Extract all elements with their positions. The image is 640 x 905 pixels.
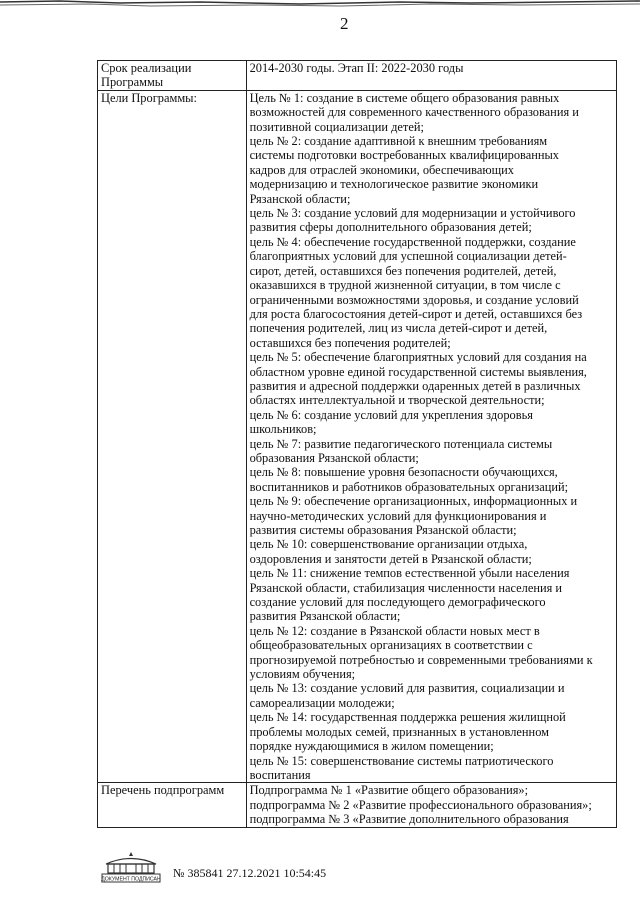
goal-line: цель № 8: повышение уровня безопасности обучающихся, — [249, 465, 558, 480]
goal-line: возможностей для современного качественного образования и — [249, 105, 579, 120]
goal-line: оздоровления и занятости детей в Рязанской области; — [249, 551, 532, 566]
value-line: подпрограмма № 2 «Развитие профессионального образования»; — [249, 797, 592, 812]
goal-line: цель № 5: обеспечение благоприятных условий для создания на — [249, 350, 587, 365]
row-label — [98, 90, 247, 783]
goal-line: цель № 11: снижение темпов естественной убыли населения — [249, 566, 570, 581]
goal-line: цель № 13: создание условий для развития, социализации и — [249, 681, 565, 696]
program-passport-table — [97, 60, 617, 828]
goal-line: ограниченными возможностями здоровья, и создание условий — [249, 292, 579, 307]
goal-line: цель № 4: обеспечение государственной поддержки, создание — [249, 234, 576, 249]
goal-line: модернизацию и технологическое развитие экономики — [249, 177, 539, 192]
goal-line: воспитанников и работников образовательных организаций; — [249, 479, 569, 494]
label-line: Срок реализации — [101, 61, 192, 75]
label-line: Перечень подпрограмм — [101, 783, 225, 798]
goal-line: Цель № 1: создание в системе общего образования равных — [249, 90, 560, 105]
goal-line: оказавшихся в трудной жизненной ситуации, в том числе с — [249, 278, 561, 293]
goal-line: условиям обучения; — [249, 667, 356, 682]
row-value — [246, 90, 616, 783]
value-line: Подпрограмма № 1 «Развитие общего образования»; — [249, 783, 529, 798]
goal-line: для роста благосостояния детей-сирот и детей, оставшихся без — [249, 306, 583, 321]
table-row-goals — [98, 90, 617, 783]
scan-edge-artifact — [0, 0, 640, 8]
goal-line: развития и адресной поддержки одаренных детей в различных — [249, 378, 581, 393]
footer — [100, 848, 380, 888]
goal-line: позитивной социализации детей; — [249, 119, 424, 134]
goal-line: цель № 14: государственная поддержка решения жилищной — [249, 710, 566, 725]
value-line: подпрограмма № 3 «Развитие дополнительного образования — [249, 812, 569, 827]
goal-line: образования Рязанской области; — [249, 450, 419, 465]
goal-line: общеобразовательных организациях в соответствии с — [249, 638, 533, 653]
goal-line: прогнозируемой потребностью и современными требованиями к — [249, 652, 593, 667]
signature-stamp: № 385841 27.12.2021 10:54:45 — [173, 866, 327, 880]
goal-line: сирот, детей, оставшихся без попечения родителей, детей, — [249, 263, 557, 278]
table-row-term — [98, 61, 617, 91]
goal-line: областях интеллектуальной и творческой деятельности; — [249, 393, 545, 408]
goal-line: цель № 2: создание адаптивной к внешним требованиям — [249, 134, 548, 149]
value-line: 2014-2030 годы. Этап II: 2022-2030 годы — [249, 61, 464, 75]
goal-line: цель № 15: совершенствование системы патриотического — [249, 753, 554, 768]
goal-line: развития системы образования Рязанской области; — [249, 523, 517, 537]
row-value — [246, 783, 616, 827]
goal-line: цель № 3: создание условий для модернизации и устойчивого — [249, 206, 576, 221]
goal-line: цель № 7: развитие педагогического потенциала системы — [249, 436, 553, 451]
page-number: 2 — [340, 14, 349, 33]
goal-line: цель № 9: обеспечение организационных, информационных и — [249, 494, 578, 509]
goal-line: школьников; — [249, 422, 317, 437]
row-label — [98, 783, 247, 827]
goal-line: научно-методических условий для функционирования и — [249, 508, 547, 523]
e-signature-seal-icon — [100, 850, 162, 884]
goal-line: системы подготовки востребованных квалифицированных — [249, 148, 560, 163]
goal-line: кадров для отраслей экономики, обеспечивающих — [249, 162, 514, 177]
goal-line: попечения родителей, лиц из числа детей-сирот и детей, — [249, 321, 548, 336]
goal-line: благоприятных условий для успешной социализации детей- — [249, 249, 567, 264]
goal-line: порядке нуждающимися в жилом помещении; — [249, 739, 494, 754]
label-line: Цели Программы: — [101, 90, 197, 105]
goal-line: развития Рязанской области; — [249, 609, 401, 624]
goal-line: самореализации молодежи; — [249, 695, 395, 710]
label-line: Программы — [101, 75, 164, 90]
row-label — [98, 61, 247, 91]
goal-line: воспитания — [249, 767, 311, 782]
goal-line: областном уровне единой государственной системы выявления, — [249, 364, 587, 379]
goal-line: цель № 12: создание в Рязанской области новых мест в — [249, 623, 540, 638]
goal-line: создание условий для последующего демографического — [249, 595, 546, 610]
row-value — [246, 61, 616, 91]
seal-caption: ДОКУМЕНТ ПОДПИСАН — [101, 876, 161, 883]
table-row-subprograms — [98, 783, 617, 827]
goal-line: развития сферы дополнительного образования детей; — [249, 220, 532, 235]
goal-line: проблемы молодых семей, признанных в установленном — [249, 724, 549, 739]
goal-line: цель № 10: совершенствование организации отдыха, — [249, 537, 528, 552]
goal-line: Рязанской области; — [249, 191, 351, 206]
goal-line: Рязанской области, стабилизация численности населения и — [249, 580, 563, 595]
goal-line: оставшихся без попечения родителей; — [249, 335, 451, 350]
goal-line: цель № 6: создание условий для укрепления здоровья — [249, 407, 533, 422]
